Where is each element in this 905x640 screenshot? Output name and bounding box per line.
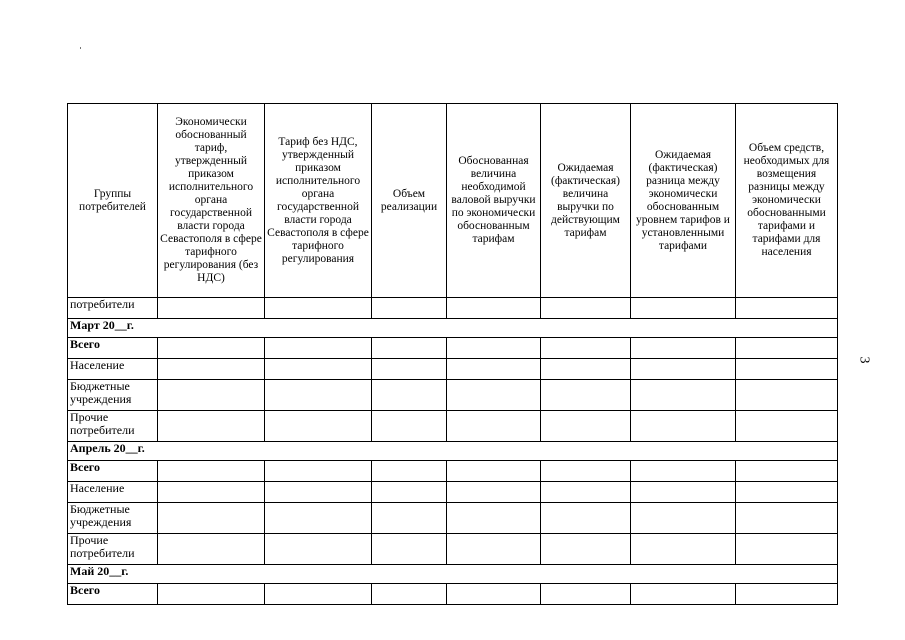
month-row: [68, 442, 838, 461]
table-cell: [265, 298, 372, 319]
table-cell: [265, 338, 372, 359]
header-compensation-volume: Объем средств, необходимых для возмещения разницы между экономически обоснованными тарифами и тарифами для населения: [736, 104, 838, 298]
table-cell: [372, 380, 447, 411]
table-cell: [158, 482, 265, 503]
table-cell: [541, 411, 631, 442]
table-cell: [447, 461, 541, 482]
page-number: 3: [856, 356, 872, 364]
tariff-table: [67, 103, 838, 605]
table-cell: [736, 338, 838, 359]
table-cell: [541, 380, 631, 411]
header-consumer-groups: Группы потребителей: [68, 104, 158, 298]
table-cell: [372, 461, 447, 482]
table-cell: [631, 298, 736, 319]
table-cell: [158, 380, 265, 411]
table-cell: [447, 411, 541, 442]
table-cell: [447, 359, 541, 380]
table-cell: [447, 298, 541, 319]
table-row: [68, 298, 838, 319]
table-cell: [372, 298, 447, 319]
table-row: [68, 338, 838, 359]
table-cell: [265, 380, 372, 411]
row-label-budget: Бюджетные учреждения: [68, 380, 158, 411]
row-label-other: Прочие потребители: [68, 411, 158, 442]
table-cell: [372, 482, 447, 503]
table-cell: [372, 359, 447, 380]
header-sales-volume: Объем реализации: [372, 104, 447, 298]
month-label-may: Май 20__г.: [68, 565, 838, 584]
row-label-population: Население: [68, 359, 158, 380]
table-cell: [736, 482, 838, 503]
table-cell: [447, 380, 541, 411]
header-expected-difference: Ожидаемая (фактическая) разница между экономически обоснованным уровнем тарифов и установленными тарифами: [631, 104, 736, 298]
row-label: потребители: [68, 298, 158, 319]
table-cell: [447, 338, 541, 359]
table-cell: [631, 411, 736, 442]
table-cell: [265, 411, 372, 442]
table-cell: [265, 534, 372, 565]
table-cell: [447, 482, 541, 503]
table-row: [68, 503, 838, 534]
row-label-total: Всего: [68, 584, 158, 605]
table-cell: [541, 359, 631, 380]
table-cell: [631, 584, 736, 605]
header-economic-tariff: Экономически обоснованный тариф, утвержденный приказом исполнительного органа государственной власти города Севастополя в сфере тарифного регулирования (без НДС): [158, 104, 265, 298]
month-label-april: Апрель 20__г.: [68, 442, 838, 461]
table-cell: [265, 359, 372, 380]
table-cell: [736, 380, 838, 411]
month-row: [68, 565, 838, 584]
row-label-budget: Бюджетные учреждения: [68, 503, 158, 534]
table-cell: [372, 534, 447, 565]
table-cell: [265, 461, 372, 482]
table-cell: [541, 482, 631, 503]
table-cell: [736, 503, 838, 534]
table-cell: [631, 461, 736, 482]
table-cell: [541, 338, 631, 359]
month-label-march: Март 20__г.: [68, 319, 838, 338]
table-cell: [541, 534, 631, 565]
table-cell: [265, 584, 372, 605]
header-expected-revenue: Ожидаемая (фактическая) величина выручки по действующим тарифам: [541, 104, 631, 298]
table-header-row: [68, 104, 838, 298]
table-cell: [158, 298, 265, 319]
table-cell: [541, 503, 631, 534]
row-label-total: Всего: [68, 461, 158, 482]
table-cell: [158, 411, 265, 442]
table-cell: [631, 359, 736, 380]
table-row: [68, 411, 838, 442]
table-cell: [631, 503, 736, 534]
table-cell: [158, 534, 265, 565]
table-cell: [541, 298, 631, 319]
scan-speck: [80, 47, 81, 49]
table-cell: [736, 461, 838, 482]
table-cell: [736, 298, 838, 319]
table-cell: [447, 503, 541, 534]
table-cell: [447, 534, 541, 565]
table-cell: [158, 584, 265, 605]
header-gross-revenue: Обоснованная величина необходимой валовой выручки по экономически обоснованным тарифам: [447, 104, 541, 298]
table-row: [68, 359, 838, 380]
table-cell: [541, 584, 631, 605]
month-row: [68, 319, 838, 338]
table-cell: [541, 461, 631, 482]
table-cell: [736, 359, 838, 380]
header-tariff-no-vat: Тариф без НДС, утвержденный приказом исполнительного органа государственной власти города Севастополя в сфере тарифного регулирования: [265, 104, 372, 298]
table-cell: [631, 380, 736, 411]
table-cell: [736, 411, 838, 442]
table-row: [68, 534, 838, 565]
table-cell: [372, 584, 447, 605]
table-row: [68, 482, 838, 503]
table-cell: [372, 503, 447, 534]
table-cell: [372, 338, 447, 359]
table-cell: [736, 584, 838, 605]
table-row: [68, 461, 838, 482]
row-label-other: Прочие потребители: [68, 534, 158, 565]
table-cell: [736, 534, 838, 565]
table-cell: [158, 503, 265, 534]
table-cell: [265, 503, 372, 534]
table-cell: [158, 461, 265, 482]
table-cell: [631, 482, 736, 503]
table-row: [68, 380, 838, 411]
table-cell: [447, 584, 541, 605]
table-row: [68, 584, 838, 605]
table-cell: [631, 338, 736, 359]
row-label-total: Всего: [68, 338, 158, 359]
table-cell: [631, 534, 736, 565]
table-cell: [158, 359, 265, 380]
table-cell: [265, 482, 372, 503]
row-label-population: Население: [68, 482, 158, 503]
table-cell: [158, 338, 265, 359]
table-cell: [372, 411, 447, 442]
